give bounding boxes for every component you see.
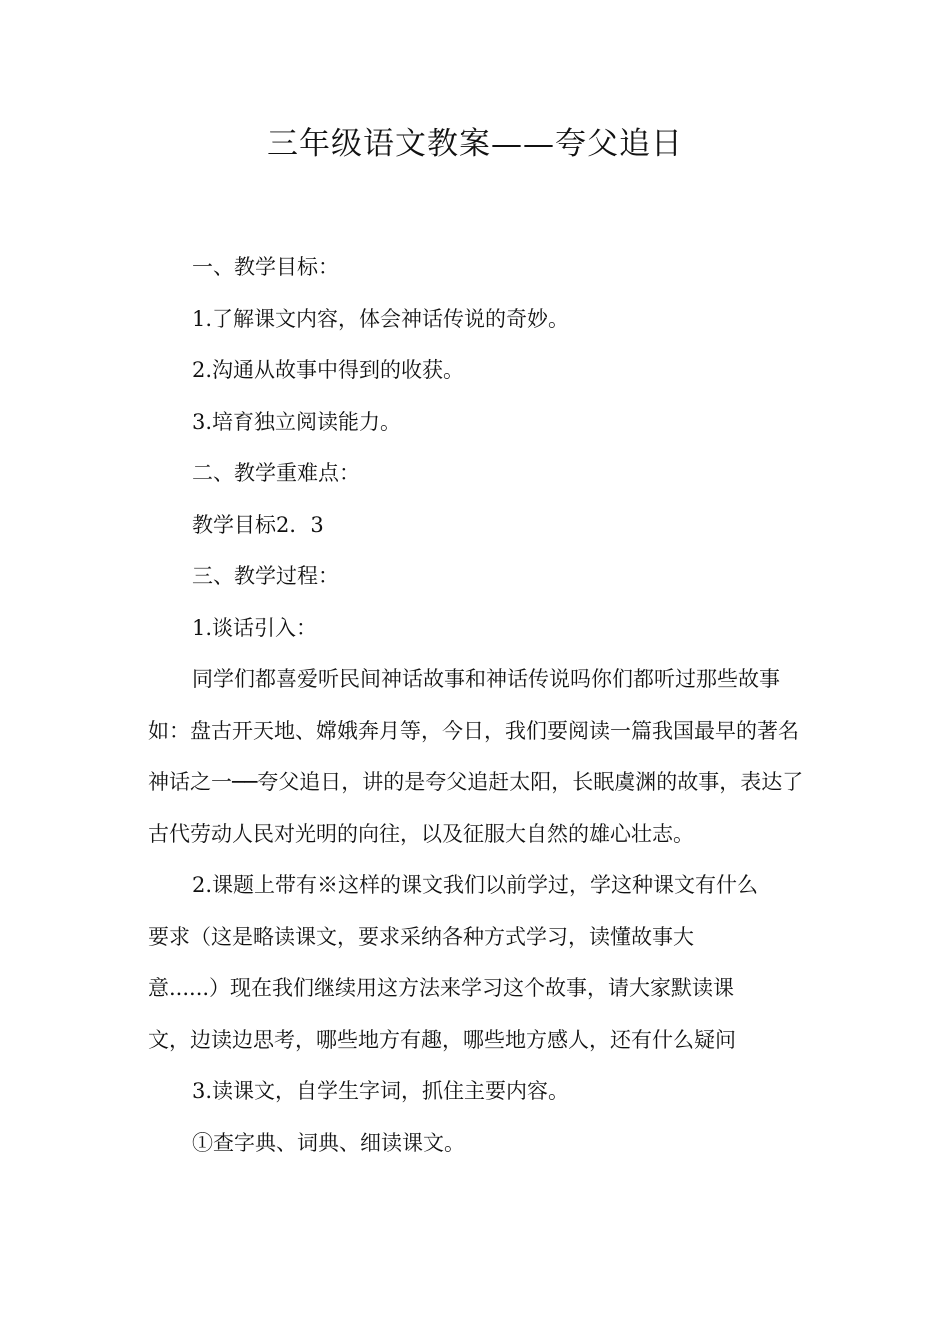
process-step-2-text: [148, 860, 808, 1066]
section-heading-objectives: 一、教学目标：: [192, 255, 339, 279]
section-heading-key-points: 二、教学重难点：: [192, 461, 360, 485]
objective-item-1: 1.了解课文内容，体会神话传说的奇妙。: [192, 306, 570, 331]
section-heading-process: 三、教学过程：: [192, 564, 339, 588]
process-step-2-line: 2.课题上带有※这样的课文我们以前学过，学这种课文有什么: [192, 873, 759, 897]
process-step-2-line: 文，边读边思考，哪些地方有趣，哪些地方感人，还有什么疑问: [148, 1027, 736, 1052]
objective-item-3: 3.培育独立阅读能力。: [192, 409, 402, 434]
objective-item-2: 2.沟通从故事中得到的收获。: [192, 358, 465, 382]
process-step-2-line: 要求（这是略读课文，要求采纳各种方式学习，读懂故事大: [148, 924, 694, 949]
process-step-1-heading: 1.谈话引入：: [192, 615, 318, 640]
process-step-1-text: 同学们都喜爱听民间神话故事和神话传说吗你们都听过那些故事如：盘古开天地、嫦娥奔月等，今日，我们要阅读一篇我国最早的著名神话之一──夸父追日，讲的是夸父追赶太阳，长眠虞渊的故事，表达了古代劳动人民对光明的向往，以及征服大自然的雄心壮志。: [148, 667, 804, 846]
process-step-3-text: 3.读课文，自学生字词，抓住主要内容。: [192, 1079, 570, 1103]
process-step-3-sub-1: ①查字典、词典、细读课文。: [192, 1130, 465, 1155]
key-points-text: 教学目标2．3: [192, 512, 324, 537]
document-title: 三年级语文教案——夸父追日: [267, 126, 683, 162]
document-body: [148, 242, 808, 1169]
process-step-2-line: 意......）现在我们继续用这方法来学习这个故事，请大家默读课: [148, 976, 735, 1000]
